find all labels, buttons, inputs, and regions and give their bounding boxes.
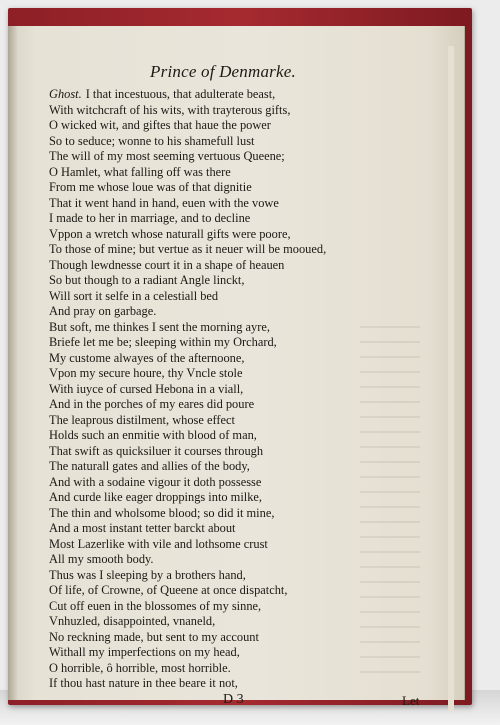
verse-line: Briefe let me be; sleeping within my Orchard, — [49, 335, 277, 349]
verse-line: That swift as quicksiluer it courses through — [49, 443, 264, 458]
running-head: Prince of Denmarke. — [150, 62, 296, 81]
verse-line: No reckning made, but sent to my account — [49, 629, 259, 644]
verse-line: Holds such an enmitie with blood of man, — [49, 428, 257, 442]
page-gutter-shadow — [8, 26, 18, 700]
verse-line: Thus was I sleeping by a brothers hand, — [49, 567, 246, 582]
verse-line: O wicked wit, and giftes that haue the power — [49, 118, 271, 132]
verse-line: I made to her in marriage, and to decline — [49, 211, 251, 225]
verse-line: And in the porches of my eares did poure — [49, 397, 255, 411]
verse-line: If thou hast nature in thee beare it not, — [49, 676, 238, 690]
verse-line: Cut off euen in the blossomes of my sinne, — [49, 598, 262, 613]
verse-line: That it went hand in hand, euen with the vowe — [49, 195, 279, 210]
verse-line: All my smooth body. — [49, 552, 154, 566]
verse-line: And with a sodaine vigour it doth possesse — [49, 474, 262, 489]
verse-line: With iuyce of cursed Hebona in a viall, — [49, 381, 244, 396]
verse-line: Of life, of Crowne, of Queene at once dispatcht, — [49, 583, 288, 597]
verse-line: And curde like eager droppings into milke, — [49, 490, 262, 504]
verse-line: The thin and wholsome blood; so did it mine, — [49, 505, 275, 520]
verse-line: The leaprous distilment, whose effect — [49, 412, 235, 427]
signature-mark: D 3 — [223, 692, 244, 707]
verse-line: O horrible, ô horrible, most horrible. — [49, 660, 231, 675]
verse-line: Ghost. I that incestuous, that adulterate beast, — [49, 87, 276, 101]
verse-line: Will sort it selfe in a celestiall bed — [49, 288, 219, 303]
verse-block — [49, 87, 439, 692]
verse-line: Vppon a wretch whose naturall gifts were poore, — [49, 226, 291, 241]
verse-line: To those of mine; but vertue as it neuer will be mooued, — [49, 242, 327, 256]
verse-line: With witchcraft of his wits, with trayterous gifts, — [49, 102, 291, 117]
verse-line: Vpon my secure houre, thy Vncle stole — [49, 366, 243, 380]
verse-line: Though lewdnesse court it in a shape of heauen — [49, 257, 285, 272]
page-edge-stack — [448, 46, 454, 711]
verse-line: And pray on garbage. — [49, 304, 157, 318]
verse-line: Most Lazerlike with vile and lothsome crust — [49, 536, 268, 551]
verse-line: O Hamlet, what falling off was there — [49, 164, 231, 179]
speaker-name: Ghost. — [49, 87, 82, 101]
verse-line: My custome alwayes of the afternoone, — [49, 350, 245, 365]
verse-line: From me whose loue was of that dignitie — [49, 180, 252, 194]
verse-line: Vnhuzled, disappointed, vnaneld, — [49, 614, 216, 628]
verse-line: And a most instant tetter barckt about — [49, 521, 236, 535]
verse-line: But soft, me thinkes I sent the morning ayre, — [49, 319, 270, 334]
verse-line: The will of my most seeming vertuous Queene; — [49, 149, 285, 163]
verse-line: So but though to a radiant Angle linckt, — [49, 273, 245, 287]
book-page — [8, 26, 465, 708]
book-cover — [8, 8, 472, 708]
verse-line: So to seduce; wonne to his shamefull lust — [49, 133, 255, 148]
catchword: Let — [402, 693, 420, 708]
verse-line: The naturall gates and allies of the body, — [49, 459, 250, 473]
verse-line: Withall my imperfections on my head, — [49, 645, 240, 659]
